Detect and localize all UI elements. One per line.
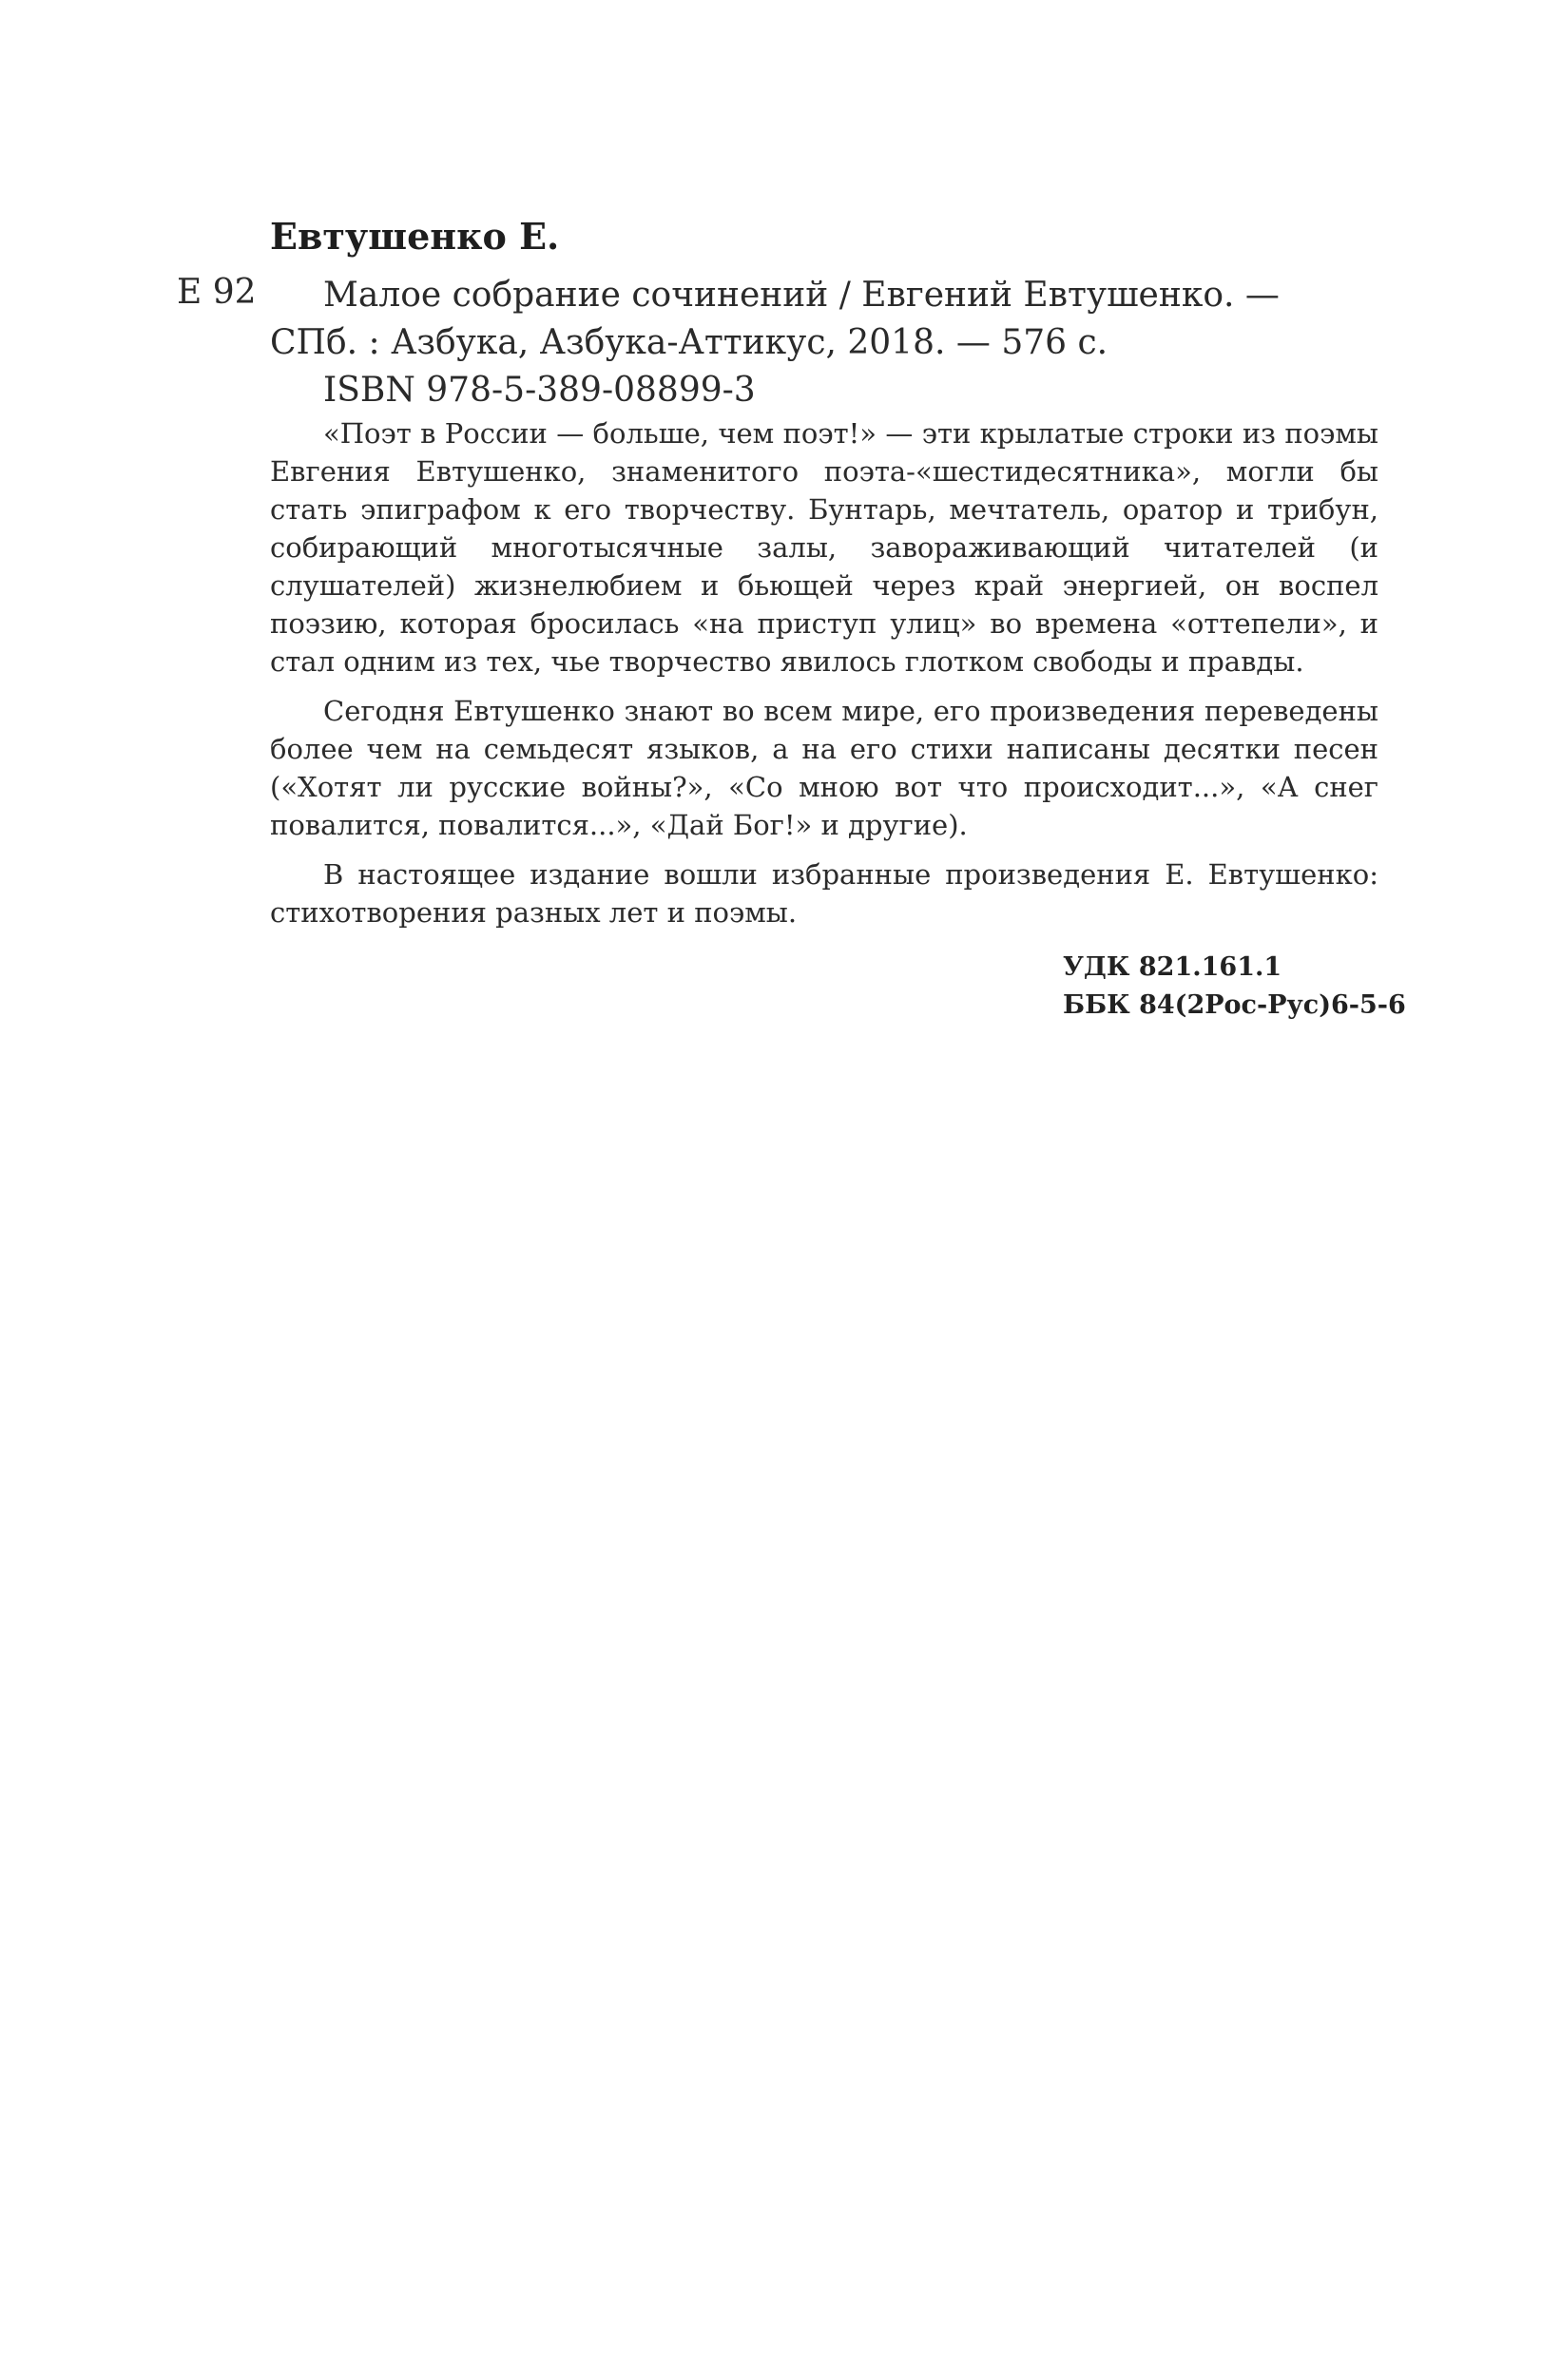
author-heading: Евтушенко Е. <box>270 215 560 258</box>
bbk-code: ББК 84(2Рос-Рус)6-5-6 <box>1063 990 1406 1020</box>
classification-codes <box>1063 949 1406 1025</box>
abstract-paragraph: Сегодня Евтушенко знают во всем мире, его произведения переведены более чем на семьдесят языков, а на его стихи написаны десятки песен («Хотят ли русские войны?», «Со мною вот что происходит...», «А снег повалится, повалится...», «Дай Бог!» и другие). <box>270 695 1378 841</box>
abstract-paragraph: «Поэт в России — больше, чем поэт!» — эти крылатые строки из поэмы Евгения Евтушенко, знаменитого поэта-«шестидесятника», могли бы стать эпиграфом к его творчеству. Бунтарь, мечтатель, оратор и трибун, собирающий многотысячные залы, завораживающий читателей (и слушателей) жизнелюбием и бьющей через край энергией, он воспел поэзию, которая бросилась «на приступ улиц» во времена «оттепели», и стал одним из тех, чье творчество явилось глотком свободы и правды. <box>270 417 1378 678</box>
abstract <box>270 414 1378 943</box>
bibliographic-description <box>270 272 1378 414</box>
title-line: Малое собрание сочинений / Евгений Евтушенко. — <box>323 276 1280 315</box>
abstract-paragraph: В настоящее издание вошли избранные произведения Е. Евтушенко: стихотворения разных лет и поэмы. <box>270 858 1378 929</box>
isbn-line: ISBN 978-5-389-08899-3 <box>323 371 756 410</box>
udk-code: УДК 821.161.1 <box>1063 952 1282 982</box>
cutter-mark: Е 92 <box>177 273 257 312</box>
imprint-line: СПб. : Азбука, Азбука-Аттикус, 2018. — 576 с. <box>270 323 1108 362</box>
